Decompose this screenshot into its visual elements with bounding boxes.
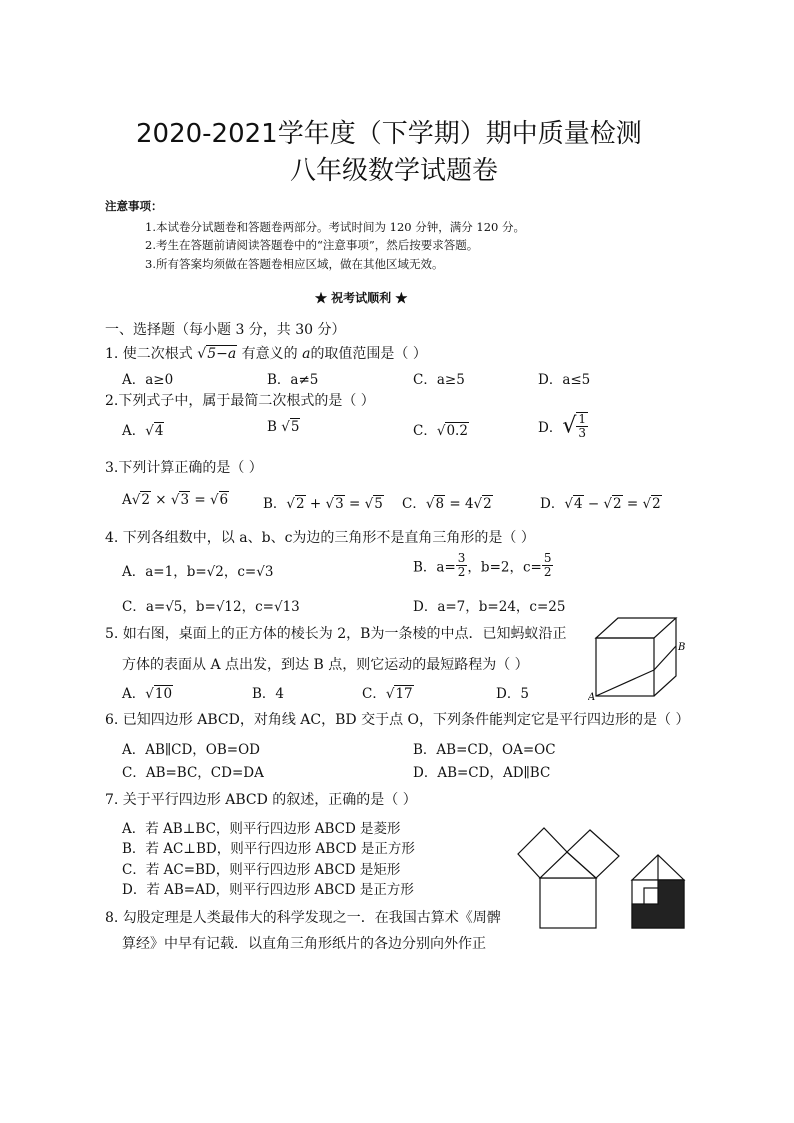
cube-label-a: A <box>588 692 596 700</box>
q2-option-c: C．√0.2 <box>413 423 468 439</box>
q1-option-d: D．a≤5 <box>538 372 591 388</box>
house-pattern-figure <box>630 852 690 932</box>
question-8-line2: 算经》中早有记载．以直角三角形纸片的各边分别向外作正 <box>122 936 486 952</box>
q3-option-a: A√2 × √3 = √6 <box>122 492 229 508</box>
q6-option-a: A．AB∥CD，OB=OD <box>122 742 260 758</box>
q3-option-d: D．√4 − √2 = √2 <box>540 496 661 512</box>
q1-option-c: C．a≥5 <box>413 372 465 388</box>
q4-option-c: C．a=√5，b=√12，c=√13 <box>122 599 300 615</box>
q4-option-a: A．a=1，b=√2，c=√3 <box>122 564 274 580</box>
q1-stem-post: 有意义的 <box>241 346 298 362</box>
q6-option-d: D．AB=CD，AD∥BC <box>413 765 551 781</box>
q1-radical: √5−a <box>197 346 237 362</box>
q1-var: a <box>302 346 311 362</box>
question-5-line2: 方体的表面从 A 点出发，到达 B 点，则它运动的最短路程为（ ） <box>122 657 529 673</box>
page-title: 2020-2021学年度（下学期）期中质量检测 <box>136 119 642 149</box>
q7-option-a: A．若 AB⊥BC，则平行四边形 ABCD 是菱形 <box>122 821 401 837</box>
q1-option-b: B．a≠5 <box>267 372 319 388</box>
blessing-text: ★ 祝考试顺利 ★ <box>315 291 408 305</box>
question-8-line1: 8. 勾股定理是人类最伟大的科学发现之一．在我国古算术《周髀 <box>105 910 501 926</box>
q7-option-d: D．若 AB=AD，则平行四边形 ABCD 是正方形 <box>122 882 414 898</box>
q1-stem-end: 的取值范围是（ ） <box>310 346 427 362</box>
q4-option-d: D．a=7，b=24，c=25 <box>413 599 566 615</box>
q5-option-a: A．√10 <box>122 686 173 702</box>
question-3: 3.下列计算正确的是（ ） <box>105 460 263 476</box>
notice-item-2: 2.考生在答题前请阅读答题卷中的“注意事项”，然后按要求答题。 <box>145 238 479 252</box>
q1-option-a: A．a≥0 <box>122 372 174 388</box>
q2-option-b: B √5 <box>267 419 300 435</box>
q6-option-b: B．AB=CD，OA=OC <box>413 742 556 758</box>
pythagoras-squares-figure <box>515 820 635 930</box>
q5-option-d: D．5 <box>496 686 529 702</box>
cube-figure <box>588 610 688 700</box>
q2-option-a: A．√4 <box>122 423 164 439</box>
question-7: 7. 关于平行四边形 ABCD 的叙述，正确的是（ ） <box>105 792 417 808</box>
q7-option-c: C．若 AC=BD，则平行四边形 ABCD 是矩形 <box>122 862 401 878</box>
q3-option-b: B．√2 + √3 = √5 <box>263 496 383 512</box>
notice-heading: 注意事项： <box>105 199 163 213</box>
q2-option-d: D．√ $\frac{1}{3}$ <box>538 412 586 440</box>
q5-option-b: B．4 <box>252 686 285 702</box>
q7-option-b: B．若 AC⊥BD，则平行四边形 ABCD 是正方形 <box>122 841 415 857</box>
cube-label-b: B <box>678 642 686 653</box>
q1-stem-pre: 1. 使二次根式 <box>105 346 193 362</box>
question-6: 6. 已知四边形 ABCD，对角线 AC，BD 交于点 O，下列条件能判定它是平行四边形的是（ ） <box>105 712 690 728</box>
question-2: 2.下列式子中，属于最简二次根式的是（ ） <box>105 393 375 409</box>
notice-item-1: 1.本试卷分试题卷和答题卷两部分。考试时间为 120 分钟，满分 120 分。 <box>145 220 525 234</box>
section-heading: 一、选择题（每小题 3 分，共 30 分） <box>105 322 346 338</box>
notice-item-3: 3.所有答案均须做在答题卷相应区域，做在其他区域无效。 <box>145 257 444 271</box>
question-1 <box>105 343 427 363</box>
q5-option-c: C．√17 <box>362 686 413 702</box>
q3-option-c: C．√8 = 4√2 <box>402 496 492 512</box>
question-4: 4. 下列各组数中，以 a、b、c为边的三角形不是直角三角形的是（ ） <box>105 530 535 546</box>
q4-option-b: B．a= $\frac{3}{2}$ ，b=2，c= $\frac{5}{2}$ <box>413 551 552 579</box>
q6-option-c: C．AB=BC，CD=DA <box>122 765 264 781</box>
page-subtitle: 八年级数学试题卷 <box>290 156 499 186</box>
question-5-line1: 5. 如右图，桌面上的正方体的棱长为 2，B为一条棱的中点．已知蚂蚁沿正 <box>105 626 567 642</box>
